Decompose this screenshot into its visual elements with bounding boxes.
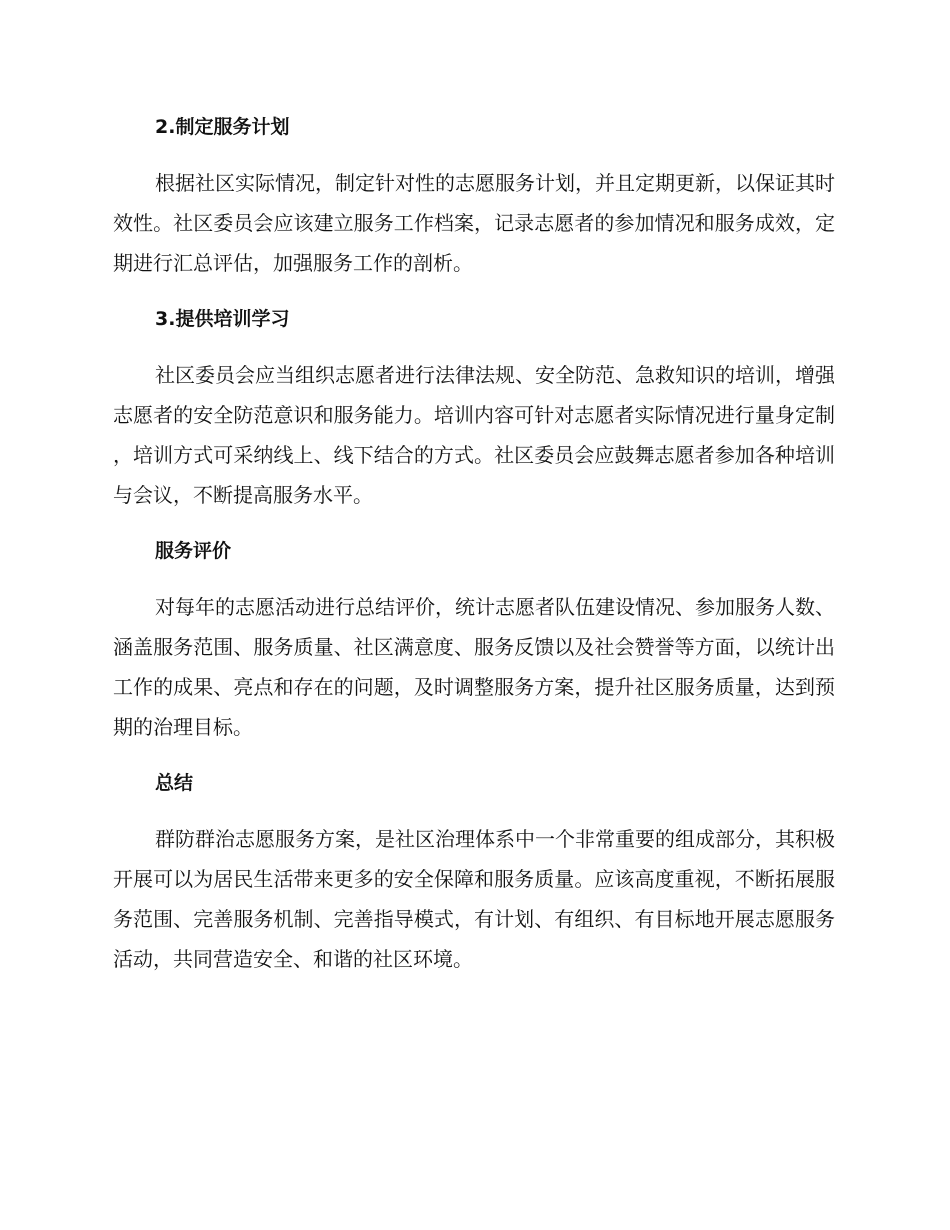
section-paragraph-plan: 根据社区实际情况，制定针对性的志愿服务计划，并且定期更新，以保证其时效性。社区委员会应该建立服务工作档案，记录志愿者的参加情况和服务成效，定期进行汇总评估，加强服务工作的剖析。 xyxy=(113,171,835,275)
section-paragraph-training: 社区委员会应当组织志愿者进行法律法规、安全防范、急救知识的培训，增强志愿者的安全防范意识和服务能力。培训内容可针对志愿者实际情况进行量身定制，培训方式可采纳线上、线下结合的方式。社区委员会应鼓舞志愿者参加各种培训与会议，不断提高服务水平。 xyxy=(113,363,835,507)
section-heading-plan: 2.制定服务计划 xyxy=(155,116,290,138)
section-paragraph-evaluation: 对每年的志愿活动进行总结评价，统计志愿者队伍建设情况、参加服务人数、涵盖服务范围、服务质量、社区满意度、服务反馈以及社会赞誉等方面，以统计出工作的成果、亮点和存在的问题，及时调整服务方案，提升社区服务质量，达到预期的治理目标。 xyxy=(113,595,835,739)
document-body xyxy=(113,108,835,979)
section-paragraph-summary: 群防群治志愿服务方案，是社区治理体系中一个非常重要的组成部分，其积极开展可以为居民生活带来更多的安全保障和服务质量。应该高度重视，不断拓展服务范围、完善服务机制、完善指导模式，有计划、有组织、有目标地开展志愿服务活动，共同营造安全、和谐的社区环境。 xyxy=(113,827,835,971)
section-heading-evaluation: 服务评价 xyxy=(155,540,232,562)
section-heading-summary: 总结 xyxy=(155,772,194,794)
section-heading-training: 3.提供培训学习 xyxy=(155,308,290,330)
